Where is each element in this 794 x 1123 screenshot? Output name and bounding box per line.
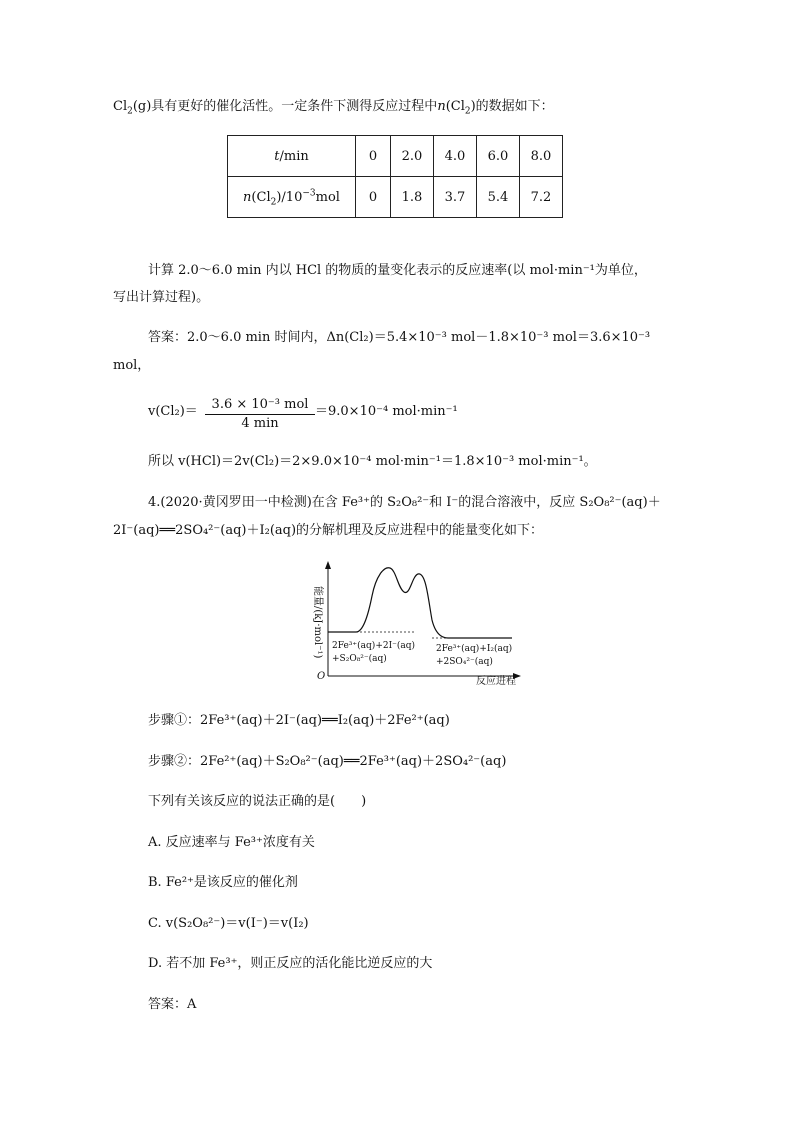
product-label-2: +2SO₄²⁻(aq): [436, 657, 493, 667]
reactant-label-2: +S₂O₈²⁻(aq): [332, 654, 387, 664]
table-row: [228, 136, 563, 177]
velocity-label: v(Cl₂)＝: [148, 404, 198, 419]
table-cell: 3.7: [434, 177, 477, 218]
choice-a: A. 反应速率与 Fe³⁺浓度有关: [148, 835, 315, 850]
velocity-result: ＝9.0×10⁻⁴ mol·min⁻¹: [315, 404, 458, 419]
energy-diagram: [308, 558, 528, 688]
choice-c: C. v(S₂O₈²⁻)＝v(I⁻)＝v(I₂): [148, 916, 309, 931]
table-cell: 0: [356, 136, 391, 177]
table-cell: 4.0: [434, 136, 477, 177]
intro-text: $Cl_2(g)$具有更好的催化活性。一定条件下测得反应过程中$n(Cl_2)$的数据如下：: [113, 99, 554, 117]
table-row: [228, 177, 563, 218]
velocity-fraction: [205, 396, 315, 433]
table-header-t: t/min: [228, 136, 356, 177]
table-header-n: $n(Cl_2)/10^{-3}mol$: [228, 177, 356, 218]
step-2: 步骤②：2Fe²⁺(aq)＋S₂O₈²⁻(aq)══2Fe³⁺(aq)＋2SO₄²⁻(aq): [148, 754, 507, 769]
y-axis-label: 能量/(kJ·mol⁻¹): [312, 586, 323, 659]
step-1: 步骤①：2Fe³⁺(aq)＋2I⁻(aq)══I₂(aq)＋2Fe²⁺(aq): [148, 713, 450, 728]
table-cell: 7.2: [520, 177, 563, 218]
table-cell: 8.0: [520, 136, 563, 177]
question-line-1: 计算 2.0～6.0 min 内以 HCl 的物质的量变化表示的反应速率(以 mol·min⁻¹为单位，: [148, 263, 647, 278]
x-axis-label: 反应进程: [476, 676, 516, 687]
choice-stem: 下列有关该反应的说法正确的是( ): [148, 794, 367, 809]
answer-line-1: 答案：2.0～6.0 min 时间内，Δn(Cl₂)＝5.4×10⁻³ mol－1.8×10⁻³ mol＝3.6×10⁻³: [148, 330, 651, 345]
problem4-line-2: 2I⁻(aq)══2SO₄²⁻(aq)＋I₂(aq)的分解机理及反应进程中的能量变化如下：: [113, 523, 544, 538]
problem4-line-1: 4.(2020·黄冈罗田一中检测)在含 Fe³⁺的 S₂O₈²⁻和 I⁻的混合溶液中，反应 S₂O₈²⁻(aq)＋: [148, 495, 661, 510]
choice-d: D. 若不加 Fe³⁺，则正反应的活化能比逆反应的大: [148, 956, 433, 971]
data-table: [227, 135, 563, 218]
table-cell: 1.8: [391, 177, 434, 218]
reactant-label-1: 2Fe³⁺(aq)+2I⁻(aq): [332, 641, 416, 651]
fraction-numerator: 3.6 × 10⁻³ mol: [211, 397, 309, 412]
table-cell: 2.0: [391, 136, 434, 177]
product-label-1: 2Fe³⁺(aq)+I₂(aq): [436, 644, 513, 654]
fraction-denominator: 4 min: [241, 416, 279, 431]
origin-label: O: [317, 671, 326, 682]
table-cell: 6.0: [477, 136, 520, 177]
energy-curve: [328, 568, 512, 638]
answer-line-4: 所以 v(HCl)＝2v(Cl₂)＝2×9.0×10⁻⁴ mol·min⁻¹＝1.8×10⁻³ mol·min⁻¹。: [148, 454, 597, 469]
table-cell: 0: [356, 177, 391, 218]
table-cell: 5.4: [477, 177, 520, 218]
final-answer: 答案：A: [148, 997, 197, 1012]
question-line-2: 写出计算过程)。: [113, 290, 210, 305]
y-axis-arrow-icon: [325, 561, 331, 569]
answer-line-2: mol，: [113, 358, 151, 373]
choice-b: B. Fe²⁺是该反应的催化剂: [148, 875, 298, 890]
